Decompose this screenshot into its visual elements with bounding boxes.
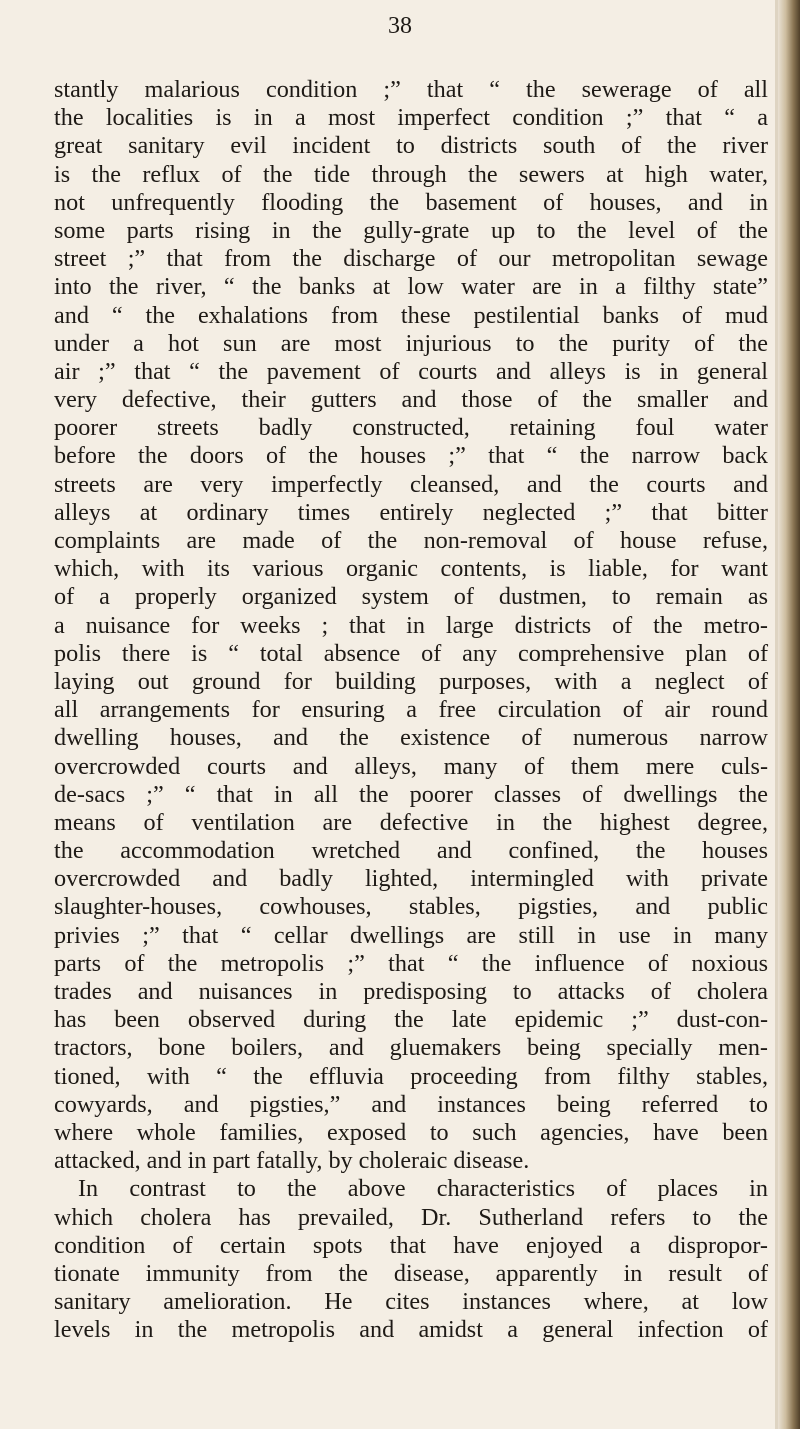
- text-line: very defective, their gutters and those of the smaller and: [54, 386, 768, 414]
- page-number: 38: [388, 13, 412, 39]
- text-line: the localities is in a most imperfect condition ;” that “ a: [54, 104, 768, 132]
- text-line: slaughter-houses, cowhouses, stables, pigsties, and public: [54, 893, 768, 921]
- text-line: trades and nuisances in predisposing to attacks of cholera: [54, 978, 768, 1005]
- text-line: air ;” that “ the pavement of courts and alleys is in general: [54, 357, 768, 385]
- text-line: parts of the metropolis ;” that “ the influence of noxious: [54, 949, 768, 977]
- text-line: the accommodation wretched and confined, the houses: [54, 837, 768, 865]
- text-line: laying out ground for building purposes, with a neglect of: [54, 667, 768, 695]
- text-line: before the doors of the houses ;” that “ the narrow back: [54, 442, 768, 470]
- text-line: which cholera has prevailed, Dr. Sutherland refers to the: [54, 1203, 768, 1231]
- body-text: [54, 76, 768, 1344]
- text-line: which, with its various organic contents, is liable, for want: [54, 555, 768, 583]
- text-line: means of ventilation are defective in the highest degree,: [54, 808, 768, 836]
- text-line: poorer streets badly constructed, retaining foul water: [54, 414, 768, 442]
- text-line: privies ;” that “ cellar dwellings are still in use in many: [54, 921, 768, 949]
- text-line: tioned, with “ the effluvia proceeding from filthy stables,: [54, 1062, 768, 1090]
- text-line: streets are very imperfectly cleansed, and the courts and: [54, 470, 768, 498]
- text-line: has been observed during the late epidemic ;” dust-con-: [54, 1006, 768, 1034]
- text-line: tionate immunity from the disease, apparently in result of: [54, 1259, 768, 1287]
- text-line: of a properly organized system of dustmen, to remain as: [54, 583, 768, 611]
- text-line: tractors, bone boilers, and gluemakers being specially men-: [54, 1034, 768, 1062]
- text-line: dwelling houses, and the existence of numerous narrow: [54, 724, 768, 752]
- text-line: sanitary amelioration. He cites instances where, at low: [54, 1288, 768, 1316]
- text-line: polis there is “ total absence of any comprehensive plan of: [54, 639, 768, 667]
- text-line: into the river, “ the banks at low water are in a filthy state”: [54, 273, 768, 301]
- text-line: alleys at ordinary times entirely neglected ;” that bitter: [54, 498, 768, 526]
- text-line: cowyards, and pigsties,” and instances being referred to: [54, 1090, 768, 1118]
- text-line: levels in the metropolis and amidst a general infection of: [54, 1316, 768, 1344]
- text-line: where whole families, exposed to such agencies, have been: [54, 1118, 768, 1146]
- text-line: overcrowded and badly lighted, intermingled with private: [54, 865, 768, 893]
- text-line: not unfrequently flooding the basement of houses, and in: [54, 188, 768, 216]
- text-line: is the reflux of the tide through the sewers at high water,: [54, 160, 768, 188]
- text-line: overcrowded courts and alleys, many of them mere culs-: [54, 752, 768, 780]
- paragraph-end-line: attacked, and in part fatally, by choleraic disease.: [54, 1147, 530, 1175]
- text-line: great sanitary evil incident to districts south of the river: [54, 132, 768, 160]
- text-line: street ;” that from the discharge of our metropolitan sewage: [54, 245, 768, 273]
- text-line: some parts rising in the gully-grate up to the level of the: [54, 216, 768, 244]
- text-line: all arrangements for ensuring a free circulation of air round: [54, 696, 768, 724]
- text-line: a nuisance for weeks ; that in large districts of the metro-: [54, 611, 768, 639]
- text-line: condition of certain spots that have enjoyed a dispropor-: [54, 1231, 768, 1259]
- book-spine-shadow: [778, 0, 800, 1429]
- paragraph-start-line: In contrast to the above characteristics of places in: [78, 1175, 768, 1203]
- text-line: and “ the exhalations from these pestilential banks of mud: [54, 301, 768, 329]
- text-line: under a hot sun are most injurious to the purity of the: [54, 329, 768, 357]
- text-line: de-sacs ;” “ that in all the poorer classes of dwellings the: [54, 780, 768, 808]
- text-line: complaints are made of the non-removal of house refuse,: [54, 527, 768, 554]
- text-line: stantly malarious condition ;” that “ the sewerage of all: [54, 76, 768, 103]
